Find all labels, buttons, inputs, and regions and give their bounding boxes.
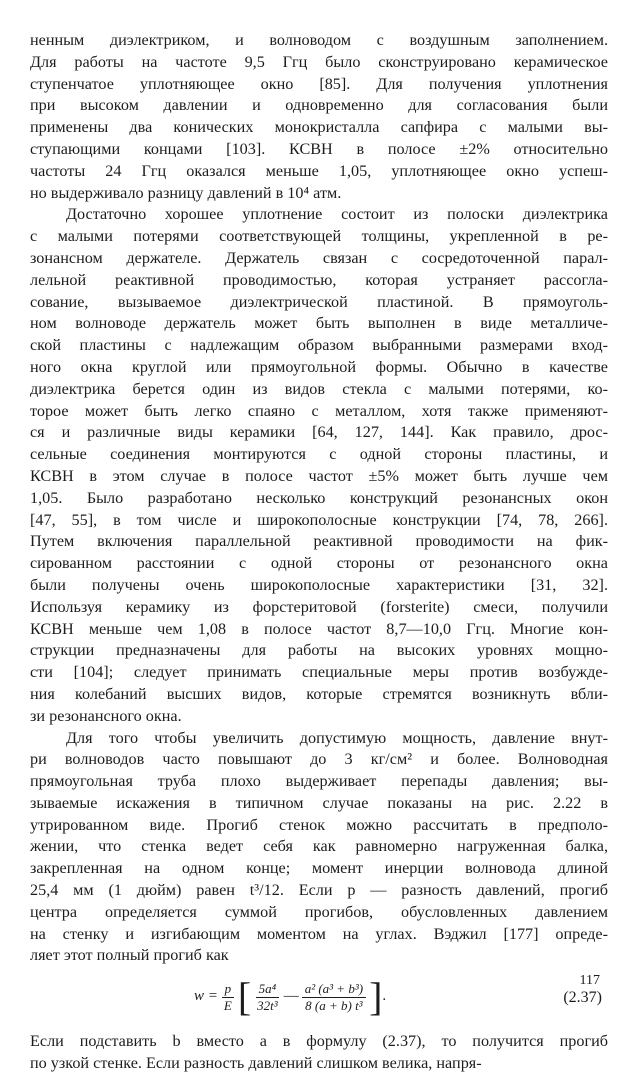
text-line: ния колебаний высших видов, которые стремятся возникнуть вбли- bbox=[30, 684, 608, 703]
formula-period: . bbox=[382, 988, 387, 1005]
text-line: торое может быть легко спаяно с металлом, хотя также применяют- bbox=[30, 401, 608, 420]
text-line: зываемые искажения в типичном случае показаны на рис. 2.22 в bbox=[30, 793, 608, 812]
paragraph-p2 bbox=[30, 204, 608, 727]
text-line: ской пластины с надлежащим образом выбранными размерами вход- bbox=[30, 336, 608, 355]
text-line: ри волноводов часто повышают до 3 кг/см² и более. Волноводная bbox=[30, 750, 608, 769]
text-line: [47, 55], в том числе и широкополосные конструкции [74, 78, 266]. bbox=[30, 510, 608, 529]
text-line: Достаточно хорошее уплотнение состоит из полоски диэлектрика bbox=[66, 205, 608, 224]
text-line: закрепленная на одном конце; момент инерции волновода длиной bbox=[30, 859, 608, 878]
text-line: ненным диэлектриком, и волноводом с воздушным заполнением. bbox=[30, 31, 608, 49]
text-line: струкции предназначены для работы на высоких уровнях мощно- bbox=[30, 641, 608, 660]
text-line: зонансном держателе. Держатель связан с сосредоточенной парал- bbox=[30, 248, 608, 267]
text-line: ступенчатое уплотняющее окно [85]. Для получения уплотнения bbox=[30, 74, 608, 93]
fraction-term-2 bbox=[302, 981, 366, 1014]
text-line: с малыми потерями соответствующей толщины, укрепленной в ре- bbox=[30, 227, 608, 246]
text-line: жении, что стенка ведет себя как равномерно нагруженная балка, bbox=[30, 837, 608, 856]
text-line: на стенку и изгибающим моментом на углах. Вэджил [177] опреде- bbox=[30, 924, 608, 943]
formula-p: p bbox=[224, 980, 232, 996]
paragraph-p1 bbox=[30, 30, 608, 204]
text-line: КСВН меньше чем 1,08 в полосе частот 8,7—10,0 Ггц. Многие кон- bbox=[30, 619, 608, 638]
text-line: ном волноводе держатель может быть выполнен в виде металличе- bbox=[30, 314, 608, 333]
text-line: но выдерживало разницу давлений в 10⁴ атм. bbox=[30, 183, 342, 202]
text-line: по узкой стенке. Если разность давлений слишком велика, напря- bbox=[30, 1054, 482, 1073]
text-line: КСВН в этом случае в полосе частот ±5% может быть лучше чем bbox=[30, 466, 608, 485]
text-line: Для того чтобы увеличить допустимую мощность, давление внут- bbox=[66, 728, 608, 747]
text-line: утрированном виде. Прогиб стенок можно рассчитать в предполо- bbox=[30, 815, 608, 834]
text-line: применены два конических монокристалла сапфира с малыми вы- bbox=[30, 118, 608, 137]
formula bbox=[194, 974, 387, 1020]
text-line: были получены очень широкополосные характеристики [31, 32]. bbox=[30, 575, 608, 594]
text-line: ляет этот полный прогиб как bbox=[30, 946, 229, 965]
fraction-p-over-e bbox=[221, 981, 235, 1014]
text-line: при высоком давлении и одновременно для согласования были bbox=[30, 96, 608, 115]
term1-denominator: 32t³ bbox=[257, 997, 278, 1013]
text-line: сование, вызываемое диэлектрической пластиной. В прямоуголь- bbox=[30, 292, 608, 311]
page-number: 117 bbox=[579, 973, 600, 988]
term1-numerator: 5a⁴ bbox=[258, 980, 277, 996]
text-line: зи резонансного окна. bbox=[30, 706, 182, 725]
text-line: ного окна круглой или прямоугольной формы. Обычно в качестве bbox=[30, 357, 608, 376]
text-line: лельной реактивной проводимостью, которая устраняет рассогла- bbox=[30, 270, 608, 289]
text-line: ступающими концами [103]. КСВН в полосе ±2% относительно bbox=[30, 139, 608, 158]
text-line: Путем включения параллельной реактивной проводимости на фик- bbox=[30, 532, 608, 551]
fraction-term-1 bbox=[254, 981, 281, 1014]
text-line: центра определяется суммой прогибов, обусловленных давлением bbox=[30, 902, 608, 921]
paragraph-p4 bbox=[30, 1031, 608, 1075]
text-line: сельные соединения монтируются с одной стороны пластины, и bbox=[30, 445, 608, 464]
text-body-after-formula bbox=[30, 1031, 608, 1075]
text-line: Для работы на частоте 9,5 Ггц было сконструировано керамическое bbox=[30, 52, 608, 71]
term2-numerator: a² (a³ + b³) bbox=[304, 980, 364, 996]
text-line: Если подставить b вместо a в формулу (2.37), то получится прогиб bbox=[30, 1032, 608, 1051]
text-line: Используя керамику из форстеритовой (forsterite) смеси, получили bbox=[30, 597, 608, 616]
text-line: ся и различные виды керамики [64, 127, 144]. Как правило, дрос- bbox=[30, 423, 608, 442]
minus-sign: — bbox=[283, 988, 299, 1005]
text-line: прямоугольная труба плохо выдерживает перепады давления; вы- bbox=[30, 772, 608, 791]
equation-number: (2.37) bbox=[563, 989, 602, 1007]
text-line: сированном расстоянии с одной стороны от резонансного окна bbox=[30, 554, 608, 573]
paragraph-p3 bbox=[30, 728, 608, 968]
text-line: сти [104]; следует принимать специальные меры против возбужде- bbox=[30, 663, 608, 682]
text-line: 25,4 мм (1 дюйм) равен t³/12. Если p — разность давлений, прогиб bbox=[30, 881, 608, 900]
formula-lhs: w = bbox=[194, 988, 218, 1005]
term2-denominator: 8 (a + b) t³ bbox=[305, 997, 363, 1013]
text-line: диэлектрика берется один из видов стекла с малыми потерями, ко- bbox=[30, 379, 608, 398]
formula-e: E bbox=[223, 997, 232, 1013]
text-line: 1,05. Было разработано несколько конструкций резонансных окон bbox=[30, 488, 608, 507]
text-body bbox=[30, 30, 608, 967]
text-line: частоты 24 Ггц оказался меньше 1,05, уплотняющее окно успеш- bbox=[30, 161, 608, 180]
equation-2-37 bbox=[30, 969, 608, 1025]
right-bracket: ] bbox=[369, 974, 383, 1020]
left-bracket: [ bbox=[237, 974, 252, 1020]
book-page bbox=[30, 30, 608, 1073]
